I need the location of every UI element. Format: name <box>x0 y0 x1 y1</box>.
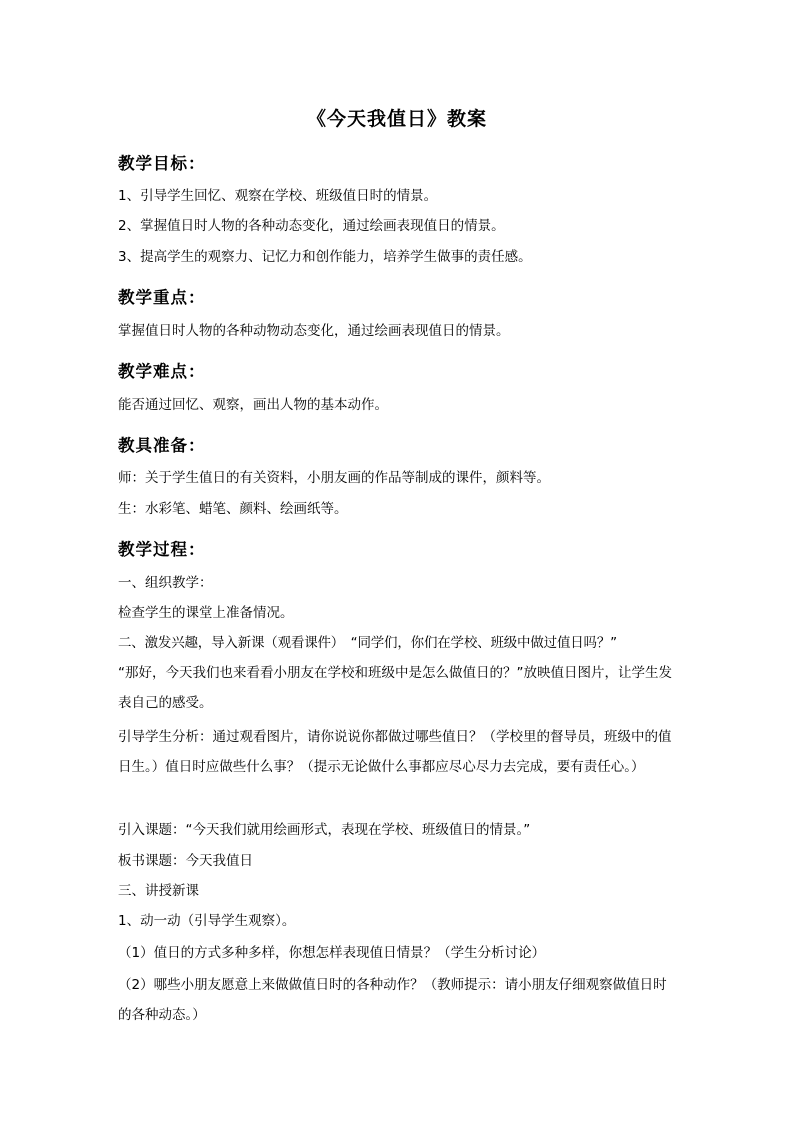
materials-teacher: 师：关于学生值日的有关资料，小朋友画的作品等制成的课件，颜料等。 <box>118 470 550 486</box>
process-text-1: 检查学生的课堂上准备情况。 <box>118 605 294 621</box>
goal-item-2: 2、掌握值日时人物的各种动态变化，通过绘画表现值日的情景。 <box>118 218 505 234</box>
process-text-4: 引入课题：“今天我们就用绘画形式，表现在学校、班级值日的情景。” <box>118 822 531 838</box>
process-text-6: 1、动一动（引导学生观察）。 <box>118 913 296 929</box>
heading-process: 教学过程： <box>118 540 206 559</box>
difficulty-text: 能否通过回忆、观察，画出人物的基本动作。 <box>118 397 388 413</box>
process-step-1: 一、组织教学： <box>118 575 213 591</box>
key-point-text: 掌握值日时人物的各种动物动态变化，通过绘画表现值日的情景。 <box>118 323 510 339</box>
goal-item-3: 3、提高学生的观察力、记忆力和创作能力，培养学生做事的责任感。 <box>118 249 532 265</box>
process-text-7: （1）值日的方式多种多样，你想怎样表现值日情景？（学生分析讨论） <box>118 945 546 961</box>
process-text-5: 板书课题：今天我值日 <box>118 853 253 869</box>
heading-difficulties: 教学难点： <box>118 362 206 381</box>
heading-key-points: 教学重点： <box>118 288 206 307</box>
heading-materials: 教具准备： <box>118 436 206 455</box>
process-text-2: “那好，今天我们也来看看小朋友在学校和班级中是怎么做值日的？”放映值日图片，让学生发表自己的感受。 <box>118 665 672 711</box>
heading-teaching-goals: 教学目标： <box>118 154 206 173</box>
materials-student: 生：水彩笔、蜡笔、颜料、绘画纸等。 <box>118 501 348 517</box>
process-text-3: 引导学生分析：通过观看图片，请你说说你都做过哪些值日？（学校里的督导员，班级中的值日生。）值日时应做些什么事？（提示无论做什么事都应尽心尽力去完成，要有责任心。） <box>118 729 672 775</box>
goal-item-1: 1、引导学生回忆、观察在学校、班级值日时的情景。 <box>118 188 438 204</box>
process-step-2: 二、激发兴趣，导入新课（观看课件） “同学们，你们在学校、班级中做过值日吗？” <box>118 635 617 651</box>
process-text-8: （2）哪些小朋友愿意上来做做值日时的各种动作？（教师提示：请小朋友仔细观察做值日时的各种动态。） <box>118 977 667 1023</box>
document-title: 《今天我值日》教案 <box>306 108 487 130</box>
process-step-3: 三、讲授新课 <box>118 883 199 899</box>
